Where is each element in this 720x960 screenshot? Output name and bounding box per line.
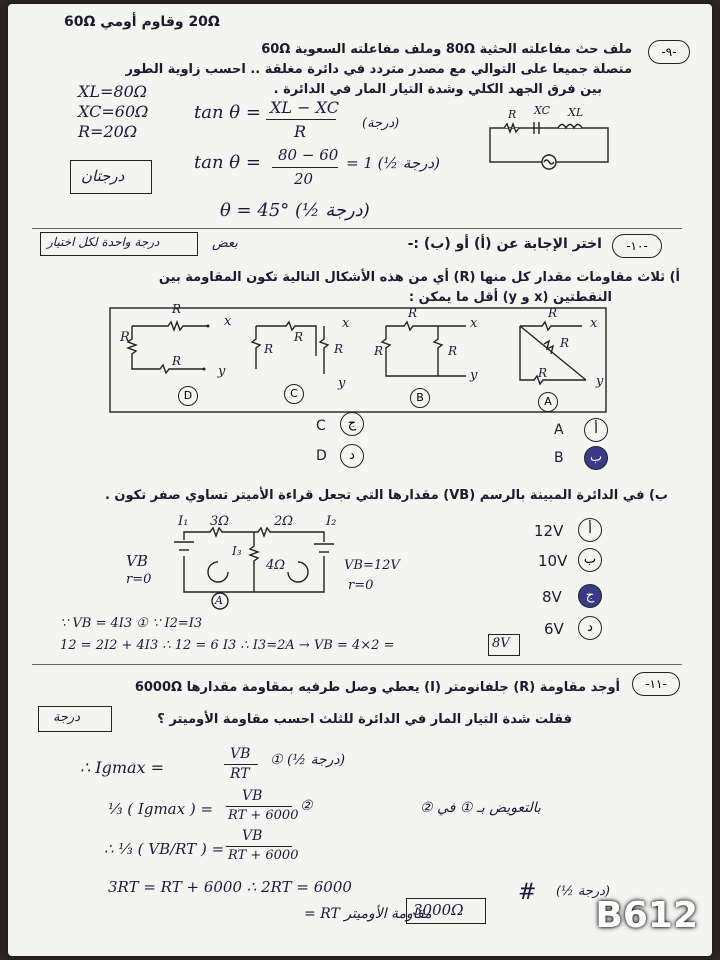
cb-i1: I₁: [178, 514, 189, 529]
cb-vb-left: VB: [126, 552, 148, 570]
q9-given-xc: XC=60Ω: [78, 102, 149, 121]
fig-b-y: y: [470, 368, 478, 383]
q9-eq1-mark: (درجة): [362, 116, 400, 131]
fig-c-x: x: [342, 316, 350, 331]
q9-line3: بين فرق الجهد الكلي وشدة التيار المار في الدائرة .: [273, 82, 602, 97]
q9-line1: ملف حث مفاعلته الحثية 80Ω وملف مفاعلته السعوية 60Ω: [261, 42, 632, 57]
q9-number: -٩-: [648, 40, 690, 64]
q11-score-box: [38, 706, 112, 732]
cb-vb-right: VB=12V: [344, 558, 400, 573]
q9-eq2-num: 80 − 60: [278, 146, 339, 164]
fig-label-d: D: [178, 386, 198, 406]
q11-w4: 3RT = RT + 6000 ∴ 2RT = 6000: [108, 878, 352, 896]
q11-w2-lhs: ⅓ ( Igmax ) =: [108, 800, 214, 818]
watermark-logo: B612: [595, 895, 698, 936]
bchoice-c-key[interactable]: ج: [578, 584, 602, 608]
fig-d-r1: R: [120, 330, 130, 345]
q10-title: اختر الإجابة عن (أ) أو (ب) :-: [407, 236, 602, 252]
cb-r-right: r=0: [348, 578, 374, 593]
fig-label-c: C: [284, 384, 304, 404]
q10-divider: [32, 664, 682, 665]
q11-w2-mark: ②: [300, 798, 313, 814]
fig-a-r3: R: [538, 366, 548, 380]
q9-line2: متصلة جميعا على التوالي مع مصدر متردد في دائرة مغلقة .. احسب زاوية الطور: [125, 62, 632, 77]
q9-eq3: θ = 45° (½ درجة): [220, 200, 370, 221]
choice-b-key[interactable]: ب: [584, 446, 608, 470]
q11-w5-mark: (½ درجة): [556, 884, 610, 899]
q9-circuit-xl: XL: [568, 106, 584, 119]
q11-w1-lhs: ∴ Igmax =: [80, 758, 165, 777]
q9-eq1-den: R: [294, 122, 307, 141]
hash-mark: #: [518, 880, 537, 905]
cb-r1: 3Ω: [210, 514, 230, 529]
cb-i3: I₃: [232, 544, 242, 558]
q11-w3-lhs: ∴ ⅓ ( VB/RT ) =: [104, 840, 225, 858]
q9-circuit-xc: XC: [534, 104, 551, 117]
fig-c-y: y: [338, 376, 346, 391]
cb-r-left: r=0: [126, 572, 152, 587]
cb-r2: 2Ω: [274, 514, 294, 529]
bchoice-d-value: 6V: [544, 620, 564, 638]
choice-d-key[interactable]: د: [340, 444, 364, 468]
fig-label-a: A: [538, 392, 558, 412]
cb-ammeter: A: [215, 594, 223, 607]
q9-eq1-num: XL − XC: [270, 98, 339, 117]
q9-circuit-r: R: [508, 108, 517, 121]
bchoice-c-value: 8V: [542, 588, 562, 606]
choice-b-value: B: [554, 450, 564, 466]
q9-eq2-den: 20: [294, 170, 314, 188]
q11-w3-bar: [226, 846, 292, 847]
q11-w1-den: RT: [230, 766, 250, 782]
q9-given-r: R=20Ω: [78, 122, 138, 141]
q11-w2-num: VB: [242, 788, 263, 804]
q11-w1-num: VB: [230, 746, 251, 762]
q11-line2: فقلت شدة التيار المار في الدائرة للثلث احسب مقاومة الأوميتر ؟: [157, 712, 572, 727]
q10-work-answer-box: [488, 634, 520, 656]
q11-w3-num: VB: [242, 828, 263, 844]
q10-work-answer: 8V: [492, 636, 510, 651]
choice-c-value: C: [316, 418, 326, 434]
fig-c-r1: R: [294, 330, 304, 344]
q11-w5-answer: 3000Ω: [413, 901, 464, 919]
q11-w1-mark: ① (½ درجة): [270, 752, 346, 768]
fig-a-x: x: [590, 316, 598, 331]
fig-d-r2: R: [172, 302, 182, 316]
fig-c-r3: R: [334, 342, 344, 356]
q11-number: -١١-: [632, 672, 680, 696]
choice-d-value: D: [316, 448, 327, 464]
cb-i2: I₂: [326, 514, 337, 529]
q10-part-a-line2: النقطتين (x و y) أقل ما يمكن :: [408, 290, 612, 305]
q11-w2-note: بالتعويض بـ ① في ②: [420, 800, 541, 816]
fig-d-y: y: [218, 364, 226, 379]
fig-d-x: x: [224, 314, 232, 329]
q9-eq1-lhs: tan θ =: [194, 102, 261, 123]
fig-c-r2: R: [264, 342, 274, 356]
q9-eq2-rhs: = 1 (½ درجة): [346, 154, 440, 172]
q9-given-xl: XL=80Ω: [78, 82, 148, 101]
q9-header-right: 20Ω وقاوم أومي 60Ω: [64, 14, 220, 30]
fig-d-r3: R: [172, 354, 182, 368]
fig-b-r3: R: [448, 344, 458, 358]
fig-a-r1: R: [548, 306, 558, 320]
q11-w2-bar: [226, 806, 292, 807]
choice-a-value: A: [554, 422, 564, 438]
q10-part-a-line1: أ) ثلاث مقاومات مقدار كل منها (R) أي من هذه الأشكال التالية تكون المقاومة بين: [158, 270, 680, 285]
q9-eq2-lhs: tan θ =: [194, 152, 261, 173]
exam-page: [8, 4, 712, 956]
q11-w5-label: مقاومة الأوميتر RT =: [304, 906, 432, 922]
fig-label-b: B: [410, 388, 430, 408]
q11-w5-answer-box: [406, 898, 486, 924]
fig-b-r1: R: [408, 306, 418, 320]
fig-b-x: x: [470, 316, 478, 331]
choice-c-key[interactable]: ج: [340, 412, 364, 436]
q11-line1: أوجد مقاومة (R) جلفانومتر (I) يعطي وصل طرفيه بمقاومة مقدارها 6000Ω: [134, 680, 620, 695]
q10-part-b-line: ب) في الدائرة المبينة بالرسم (VB) مقدارها التي تجعل قراءة الأميتر تساوي صفر تكون .: [104, 488, 668, 503]
q11-w1-bar: [224, 764, 258, 765]
q11-w3-den: RT + 6000: [228, 848, 299, 863]
fig-a-r2: R: [560, 336, 570, 350]
q10-header-mid: بعض: [212, 236, 238, 251]
q11-w2-den: RT + 6000: [228, 808, 299, 823]
q9-score-text: درجتان: [81, 167, 125, 185]
bchoice-d-key[interactable]: د: [578, 616, 602, 640]
q10-work-line1: ∵ VB = 4I3 ① ∵ I2=I3: [60, 616, 203, 631]
q10-number: -١٠-: [612, 234, 662, 258]
fig-a-y: y: [596, 374, 604, 389]
q10-score-text: درجة واحدة لكل اختيار: [47, 235, 160, 249]
cb-r3: 4Ω: [266, 558, 286, 573]
bchoice-b-value: 10V: [538, 552, 568, 570]
q11-score-text: درجة: [53, 710, 81, 725]
fig-b-r2: R: [374, 344, 384, 358]
choice-a-key[interactable]: أ: [584, 418, 608, 442]
q10-work-line2: 12 = 2I2 + 4I3 ∴ 12 = 6 I3 ∴ I3=2A → VB = 4×2 =: [60, 638, 395, 653]
bchoice-a-key[interactable]: أ: [578, 518, 602, 542]
bchoice-b-key[interactable]: ب: [578, 548, 602, 572]
bchoice-a-value: 12V: [534, 522, 564, 540]
